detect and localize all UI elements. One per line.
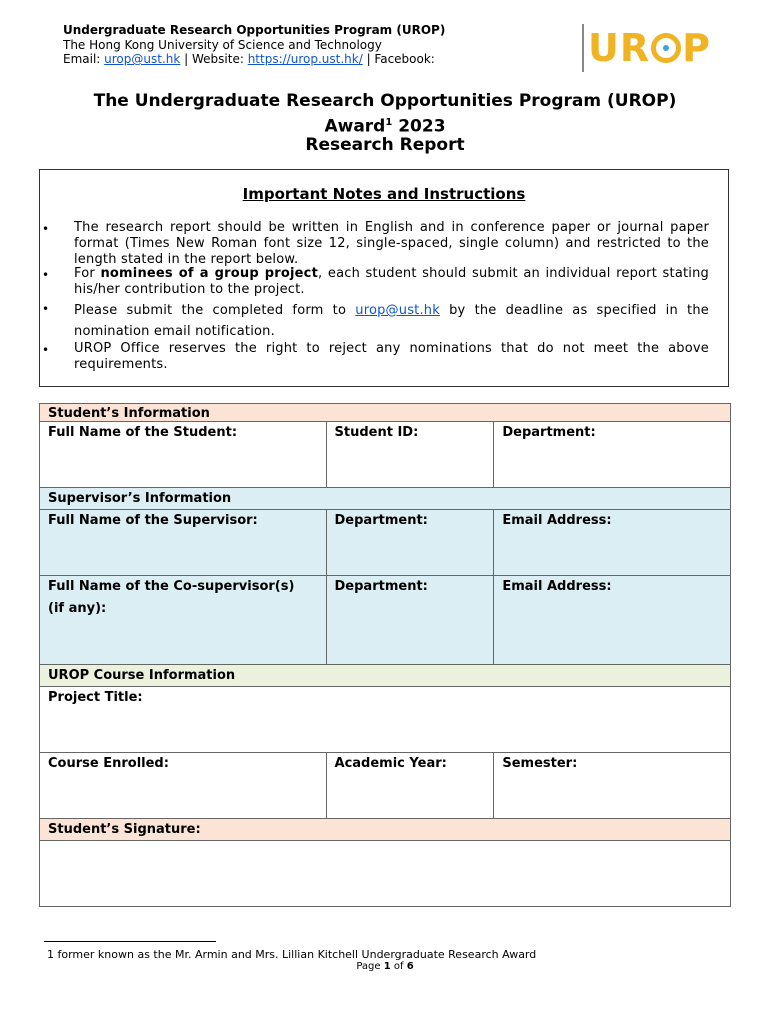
signature-section-header: Student’s Signature: xyxy=(40,819,731,841)
note-item-2: For nominees of a group project, each student should submit an individual report stating his/her contribution to the project. xyxy=(74,266,709,297)
student-section-header: Student’s Information xyxy=(40,404,731,422)
cosupervisor-department-field[interactable]: Department: xyxy=(326,576,494,665)
cosupervisor-email-field[interactable]: Email Address: xyxy=(494,576,731,665)
cosupervisor-name-field[interactable]: Full Name of the Co-supervisor(s) (if any): xyxy=(40,576,327,665)
logo-o-icon xyxy=(651,33,681,63)
header-contact xyxy=(63,51,435,67)
bullet-icon: • xyxy=(42,302,50,316)
header-university: The Hong Kong University of Science and Technology xyxy=(63,38,382,52)
semester-field[interactable]: Semester: xyxy=(494,753,731,819)
student-id-field[interactable]: Student ID: xyxy=(326,422,494,488)
student-department-field[interactable]: Department: xyxy=(494,422,731,488)
supervisor-name-field[interactable]: Full Name of the Supervisor: xyxy=(40,510,327,576)
note-item-4: UROP Office reserves the right to reject any nominations that do not meet the above requirements. xyxy=(74,341,709,372)
project-title-field[interactable]: Project Title: xyxy=(40,687,731,753)
bullet-icon: • xyxy=(42,222,50,236)
report-form-table xyxy=(39,403,731,907)
urop-logo: UR P xyxy=(588,26,711,70)
supervisor-email-field[interactable]: Email Address: xyxy=(494,510,731,576)
email-label: Email: xyxy=(63,52,105,66)
bullet-icon: • xyxy=(42,268,50,282)
notes-title: Important Notes and Instructions xyxy=(242,185,526,203)
footnote: 1 former known as the Mr. Armin and Mrs. Lillian Kitchell Undergraduate Research Award xyxy=(47,948,537,961)
website-label: | Website: xyxy=(180,52,248,66)
page-title-line2: Award$^1$ 2023 xyxy=(324,116,446,137)
website-link[interactable]: https://urop.ust.hk/ xyxy=(247,52,363,66)
logo-divider xyxy=(582,24,584,72)
signature-field[interactable] xyxy=(40,841,731,907)
note-item-3: Please submit the completed form to urop@ust.hk by the deadline as specified in the nomination email notification. xyxy=(74,303,709,339)
course-section-header: UROP Course Information xyxy=(40,665,731,687)
email-link[interactable]: urop@ust.hk xyxy=(104,52,181,66)
notes-box xyxy=(39,169,729,387)
course-enrolled-field[interactable]: Course Enrolled: xyxy=(40,753,327,819)
academic-year-field[interactable]: Academic Year: xyxy=(326,753,494,819)
note-item-1: The research report should be written in English and in conference paper or journal paper format (Times New Roman font size 12, single-spaced, single column) and restricted to the length stated in the report below. xyxy=(74,220,709,267)
header-program: Undergraduate Research Opportunities Program (UROP) xyxy=(63,23,446,37)
submit-email-link[interactable]: urop@ust.hk xyxy=(355,303,440,318)
page-title-line3: Research Report xyxy=(305,135,465,155)
supervisor-section-header: Supervisor’s Information xyxy=(40,488,731,510)
bullet-icon: • xyxy=(42,343,50,357)
supervisor-department-field[interactable]: Department: xyxy=(326,510,494,576)
facebook-label: | Facebook: xyxy=(362,52,435,66)
page-title-line1: The Undergraduate Research Opportunities Program (UROP) xyxy=(93,91,677,111)
footnote-divider xyxy=(44,941,216,942)
page-number: Page 1 of 6 xyxy=(356,961,414,972)
student-name-field[interactable]: Full Name of the Student: xyxy=(40,422,327,488)
